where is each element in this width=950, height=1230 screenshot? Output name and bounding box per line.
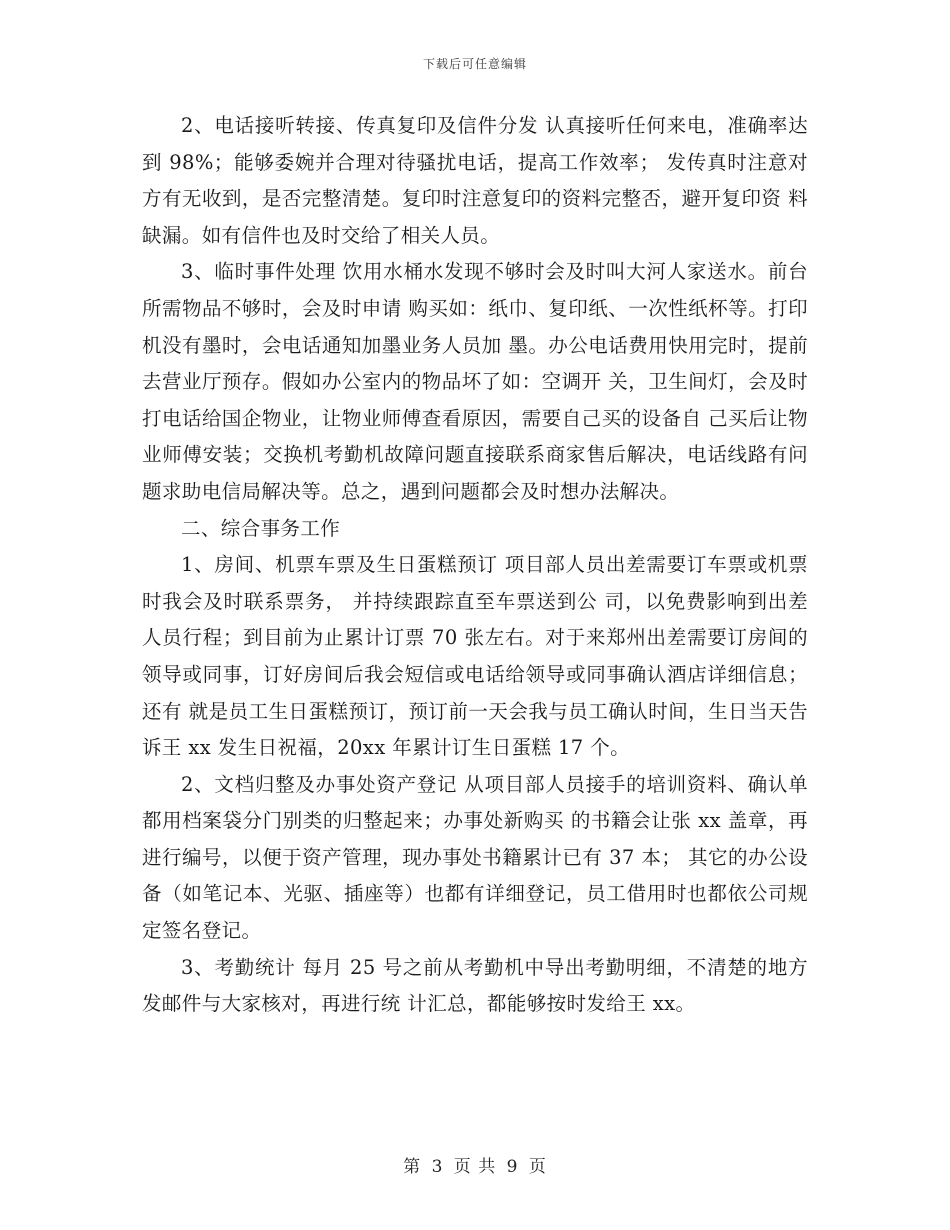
page-footer	[0, 1152, 950, 1177]
footer-total-pages: 9	[506, 1157, 519, 1177]
document-body	[142, 108, 808, 1023]
footer-prefix: 第	[403, 1157, 422, 1177]
footer-suffix: 页	[528, 1157, 547, 1177]
section-heading-general-affairs: 二、综合事务工作	[181, 516, 341, 540]
paragraph-phone-fax-mail: 2、电话接听转接、传真复印及信件分发 认真接听任何来电，准确率达到 98%；能够委婉并合理对待骚扰电话，提高工作效率； 发传真时注意对方有无收到，是否完整清楚。复印时注意复印的资料完整否，避开复印资 料缺漏。如有信件也及时交给了相关人员。	[142, 114, 808, 247]
footer-middle: 页 共	[453, 1157, 497, 1177]
paragraph-filing-assets: 2、文档归整及办事处资产登记 从项目部人员接手的培训资料、确认单都用档案袋分门别类的归整起来；办事处新购买 的书籍会让张 xx 盖章，再进行编号，以便于资产管理，现办事处书籍累计已有 37 本； 其它的办公设备（如笔记本、光驱、插座等）也都有详细登记，员工借用时也都依公司规 定签名登记。	[142, 772, 808, 943]
page-header: 下载后可任意编辑	[422, 57, 527, 71]
footer-page-number: 3	[431, 1157, 444, 1177]
paragraph-attendance: 3、考勤统计 每月 25 号之前从考勤机中导出考勤明细，不清楚的地方发邮件与大家核对，再进行统 计汇总，都能够按时发给王 xx。	[142, 955, 808, 1016]
paragraph-booking: 1、房间、机票车票及生日蛋糕预订 项目部人员出差需要订车票或机票时我会及时联系票务， 并持续跟踪直至车票送到公 司，以免费影响到出差人员行程；到目前为止累计订票 70 张左右。对于来郑州出差需要订房间的领导或同事，订好房间后我会短信或电话给领导或同事确认酒店详细信息；还有 就是员工生日蛋糕预订，预订前一天会我与员工确认时间，生日当天告诉王 xx 发生日祝福，20xx 年累计订生日蛋糕 17 个。	[142, 553, 808, 760]
paragraph-temporary-events: 3、临时事件处理 饮用水桶水发现不够时会及时叫大河人家送水。前台所需物品不够时，会及时申请 购买如：纸巾、复印纸、一次性纸杯等。打印机没有墨时，会电话通知加墨业务人员加 墨。办公电话费用快用完时，提前去营业厅预存。假如办公室内的物品坏了如：空调开 关，卫生间灯，会及时打电话给国企物业，让物业师傅查看原因，需要自己买的设备自 己买后让物业师傅安装；交换机考勤机故障问题直接联系商家售后解决，电话线路有问 题求助电信局解决等。总之，遇到问题都会及时想办法解决。	[142, 260, 808, 503]
